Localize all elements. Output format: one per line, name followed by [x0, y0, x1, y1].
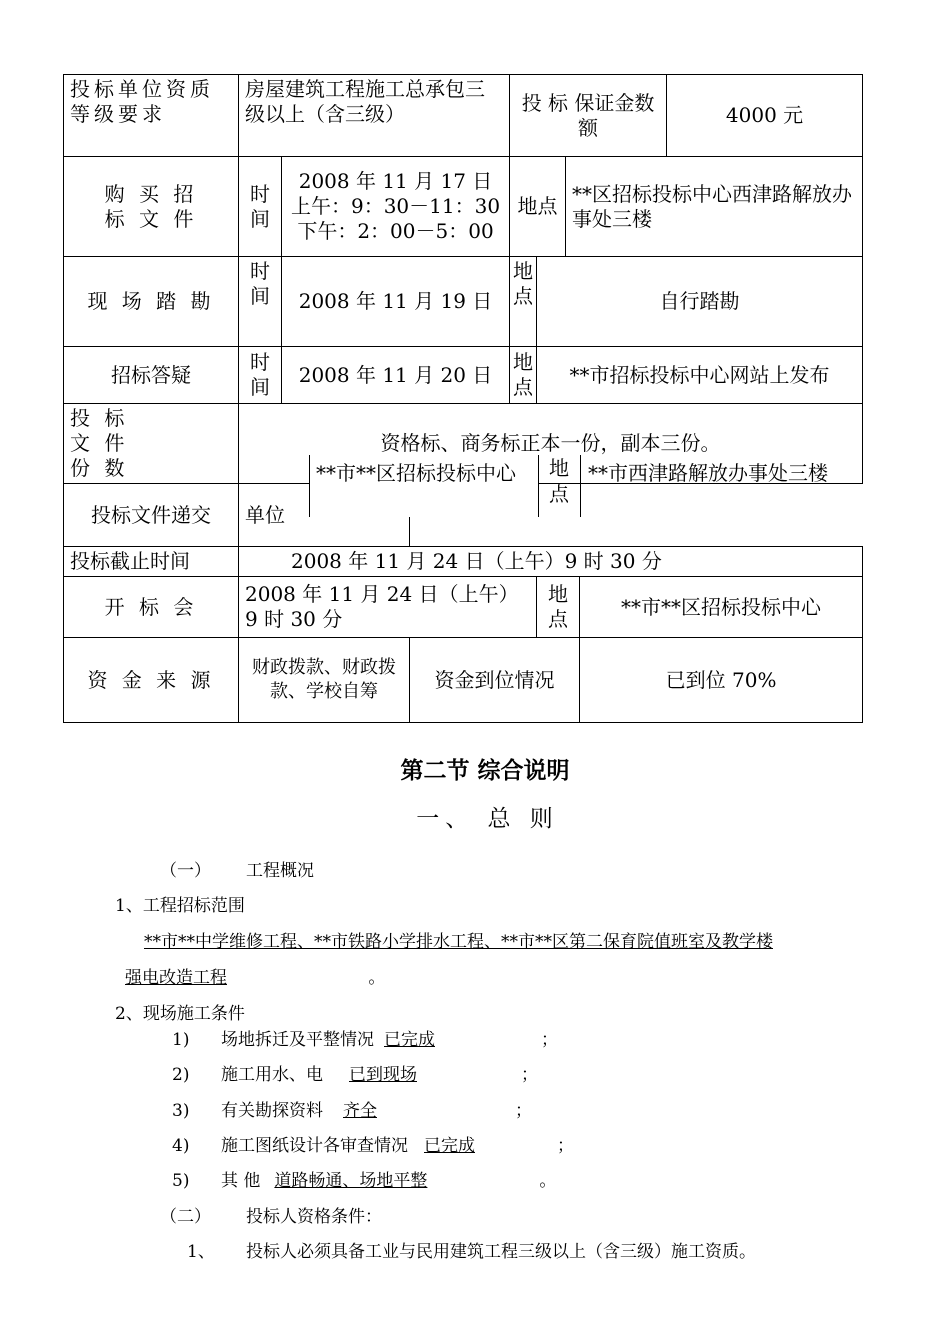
subsection-title: 工程概况	[246, 861, 314, 881]
bond-label: 投 标 保证金数额	[510, 75, 667, 157]
table-row	[64, 547, 863, 577]
purchase-docs-label: 购 买 招 标 文 件	[64, 157, 239, 257]
table-row	[64, 257, 863, 347]
item-number: 3)	[172, 1101, 190, 1121]
qa-label: 招标答疑	[64, 347, 239, 404]
site-visit-time: 2008 年 11 月 19 日	[282, 257, 510, 347]
item-number: 2)	[172, 1065, 190, 1085]
table-row	[64, 638, 863, 723]
table-row	[64, 75, 863, 157]
place-label: 地点	[510, 347, 537, 404]
subsection-title: 投标人资格条件：	[246, 1207, 382, 1227]
time-label: 时间	[239, 347, 282, 404]
place-label: 地点	[549, 456, 569, 506]
time-label: 时间	[239, 257, 282, 347]
item-number: 1)	[172, 1030, 190, 1050]
copies-value: 资格标、商务标正本一份，副本三份。	[239, 404, 863, 484]
item-value: 道路畅通、场地平整	[274, 1171, 428, 1191]
qualification-label: 投标单位资质等级要求	[64, 75, 239, 157]
item-label: 有关勘探资料	[221, 1101, 323, 1121]
subsection-number: （二）	[160, 1207, 211, 1227]
item-value: 已完成	[384, 1030, 435, 1050]
deadline-value: 2008 年 11 月 24 日（上午）9 时 30 分	[239, 547, 863, 577]
table-row	[64, 577, 863, 638]
item-end: ；	[541, 1030, 558, 1050]
scope-text-1: **市**中学维修工程、**市铁路小学排水工程、**市**区第二保育院值班室及教学楼	[144, 932, 773, 952]
funding-label: 资 金 来 源	[64, 638, 239, 723]
deadline-label: 投标截止时间	[64, 547, 239, 577]
table-row	[64, 157, 863, 257]
subsection-number: （一）	[160, 861, 211, 881]
item-label: 2、现场施工条件	[115, 1004, 245, 1024]
qa-time: 2008 年 11 月 20 日	[282, 347, 510, 404]
funding-status: 已到位 70%	[580, 638, 863, 723]
item-label: 施工用水、电	[221, 1065, 323, 1085]
section-title: 第二节 综合说明	[400, 758, 570, 784]
list-item	[172, 1096, 532, 1121]
submission-unit: **市**区招标投标中心	[316, 461, 516, 485]
requirement-text: 投标人必须具备工业与民用建筑工程三级以上（含三级）施工资质。	[246, 1242, 756, 1262]
place-label: 地点	[510, 157, 566, 257]
qualification-value: 房屋建筑工程施工总承包三级以上（含三级）	[239, 75, 510, 157]
qa-place: **市招标投标中心网站上发布	[537, 347, 863, 404]
purchase-morning: 上午：9：30－11：30	[290, 194, 501, 218]
scope-line-1	[120, 927, 773, 952]
item-label: 1、工程招标范围	[115, 896, 245, 916]
purchase-place: **区招标投标中心西津路解放办事处三楼	[566, 157, 863, 257]
funding-source: 财政拨款、财政拨款、学校自筹	[239, 638, 410, 723]
place-label: 地点	[537, 577, 580, 638]
list-item	[172, 1025, 558, 1050]
submission-label: 投标文件递交	[64, 484, 239, 547]
table-row	[64, 347, 863, 404]
bond-value: 4000 元	[667, 75, 863, 157]
site-visit-label: 现 场 踏 勘	[64, 257, 239, 347]
item-end: 。	[539, 1171, 557, 1191]
opening-place: **市**区招标投标中心	[580, 577, 863, 638]
opening-label: 开 标 会	[64, 577, 239, 638]
opening-time: 2008 年 11 月 24 日（上午）9 时 30 分	[239, 577, 537, 638]
item-label: 施工图纸设计各审查情况	[221, 1136, 408, 1156]
place-label: 地点	[510, 257, 537, 347]
item-end: ；	[521, 1065, 538, 1085]
item-label: 场地拆迁及平整情况	[221, 1030, 374, 1050]
item-number: 4)	[172, 1136, 190, 1156]
item-value: 齐全	[343, 1101, 377, 1121]
scope-line-2	[125, 963, 385, 988]
item-value: 已完成	[424, 1136, 475, 1156]
requirement-number: 1、	[187, 1242, 215, 1262]
scope-end: 。	[368, 968, 386, 988]
purchase-date: 2008 年 11 月 17 日	[298, 169, 493, 193]
item-value: 已到现场	[349, 1065, 417, 1085]
list-item	[172, 1131, 574, 1156]
list-item	[172, 1166, 556, 1191]
chapter-title: 一、 总 则	[416, 806, 559, 832]
tender-info-table	[63, 74, 863, 723]
funding-status-label: 资金到位情况	[410, 638, 580, 723]
site-visit-place: 自行踏勘	[537, 257, 863, 347]
item-label: 其 他	[221, 1171, 261, 1191]
item-end: ；	[557, 1136, 574, 1156]
submission-place: **市西津路解放办事处三楼	[588, 461, 828, 485]
purchase-afternoon: 下午：2：00－5：00	[297, 219, 494, 243]
scope-text-2: 强电改造工程	[125, 968, 227, 988]
item-number: 5)	[172, 1171, 190, 1191]
time-label: 时间	[239, 157, 282, 257]
purchase-time	[282, 157, 510, 257]
list-item	[172, 1060, 538, 1085]
copies-label: 投 标 文 件 份 数	[64, 404, 239, 484]
item-end: ；	[515, 1101, 532, 1121]
submission-unit-label: 单位	[239, 484, 410, 547]
